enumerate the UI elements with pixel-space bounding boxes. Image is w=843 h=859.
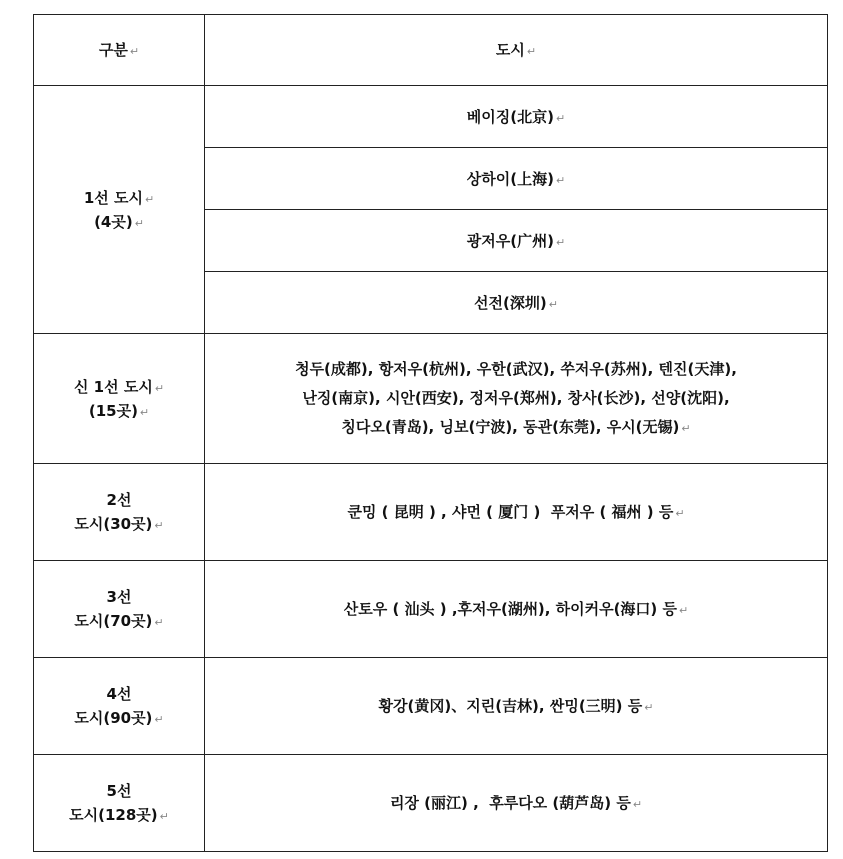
paragraph-mark: ↵	[154, 381, 165, 395]
header-row	[34, 15, 828, 86]
tier1-city: 상하이(上海)	[466, 169, 554, 188]
newtier1-label-cell	[34, 334, 205, 464]
tier5-row	[34, 755, 828, 852]
tier1-row	[34, 86, 828, 148]
tier4-label: 도시(90곳)	[74, 709, 153, 727]
tier5-label-line1: 5선	[106, 782, 132, 800]
tier3-label-cell	[34, 561, 205, 658]
tier5-cities-cell	[205, 755, 828, 852]
tier1-city-cell	[205, 272, 828, 334]
tier3-cities: 산토우 ( 汕头 ) ,후저우(湖州), 하이커우(海口) 등	[343, 600, 678, 618]
paragraph-mark: ↵	[681, 422, 691, 436]
paragraph-mark: ↵	[675, 507, 685, 520]
tier3-label: 도시(70곳)	[74, 612, 153, 630]
newtier1-row	[34, 334, 828, 464]
newtier1-cities-line	[211, 413, 821, 442]
tier2-label-line1: 2선	[106, 491, 132, 509]
header-category: 구분	[98, 41, 128, 59]
tier1-count: (4곳)	[94, 212, 133, 231]
tier1-city-cell	[205, 148, 828, 210]
paragraph-mark: ↵	[644, 701, 654, 714]
tier2-label-line2	[40, 512, 198, 536]
tier2-row	[34, 464, 828, 561]
tier5-label: 도시(128곳)	[69, 806, 158, 824]
tier4-row	[34, 658, 828, 755]
newtier1-label-line	[40, 375, 198, 399]
tier1-city-cell	[205, 210, 828, 272]
paragraph-mark: ↵	[555, 111, 566, 125]
tier5-label-line2	[40, 803, 198, 827]
tier2-label-cell	[34, 464, 205, 561]
paragraph-mark: ↵	[526, 45, 537, 58]
header-city-cell	[205, 15, 828, 86]
city-tier-table	[33, 14, 828, 852]
paragraph-mark: ↵	[139, 405, 150, 419]
paragraph-mark: ↵	[129, 45, 140, 58]
paragraph-mark: ↵	[548, 297, 558, 311]
tier1-city: 광저우(广州)	[466, 231, 554, 250]
tier4-label-cell	[34, 658, 205, 755]
tier1-city-cell	[205, 86, 828, 148]
paragraph-mark: ↵	[632, 798, 643, 811]
tier5-label-cell	[34, 755, 205, 852]
tier4-cities-cell	[205, 658, 828, 755]
paragraph-mark: ↵	[134, 216, 144, 230]
tier2-cities: 쿤밍 ( 昆明 ) , 샤먼 ( 厦门 ) 푸저우 ( 福州 ) 등	[347, 503, 674, 521]
newtier1-count-line	[40, 399, 198, 423]
tier3-row	[34, 561, 828, 658]
tier5-cities: 리장 (丽江) , 후루다오 (葫芦岛) 등	[389, 794, 631, 812]
tier1-label-cell	[34, 86, 205, 334]
header-category-cell	[34, 15, 205, 86]
newtier1-cities-cell	[205, 334, 828, 464]
paragraph-mark: ↵	[555, 235, 566, 249]
paragraph-mark: ↵	[555, 173, 566, 187]
tier2-label: 도시(30곳)	[74, 515, 153, 533]
header-city: 도시	[495, 41, 525, 59]
paragraph-mark: ↵	[154, 616, 164, 629]
tier3-label-line1: 3선	[106, 588, 132, 606]
tier1-label: 1선 도시	[83, 188, 143, 207]
tier1-count-line	[40, 210, 198, 234]
newtier1-label: 신 1선 도시	[73, 377, 153, 396]
newtier1-cities-line: 청두(成都), 항저우(杭州), 우한(武汉), 쑤저우(苏州), 텐진(天津),	[295, 359, 737, 378]
tier1-city: 선전(深圳)	[474, 293, 547, 312]
tier1-city: 베이징(北京)	[466, 107, 554, 126]
tier1-label-line	[40, 186, 198, 210]
newtier1-count: (15곳)	[88, 401, 138, 420]
paragraph-mark: ↵	[159, 810, 169, 823]
tier3-cities-cell	[205, 561, 828, 658]
newtier1-cities-line: 난징(南京), 시안(西安), 정저우(郑州), 창사(长沙), 선양(沈阳),	[302, 388, 730, 407]
paragraph-mark: ↵	[154, 519, 164, 532]
paragraph-mark: ↵	[154, 713, 164, 726]
tier4-cities: 황강(黄冈)、지린(吉林), 싼밍(三明) 등	[378, 697, 643, 715]
paragraph-mark: ↵	[144, 192, 155, 206]
tier4-label-line1: 4선	[106, 685, 132, 703]
newtier1-cities-text: 칭다오(青岛), 닝보(宁波), 동관(东莞), 우시(无锡)	[341, 418, 680, 437]
tier4-label-line2	[40, 706, 198, 730]
paragraph-mark: ↵	[679, 604, 689, 617]
tier3-label-line2	[40, 609, 198, 633]
tier2-cities-cell	[205, 464, 828, 561]
